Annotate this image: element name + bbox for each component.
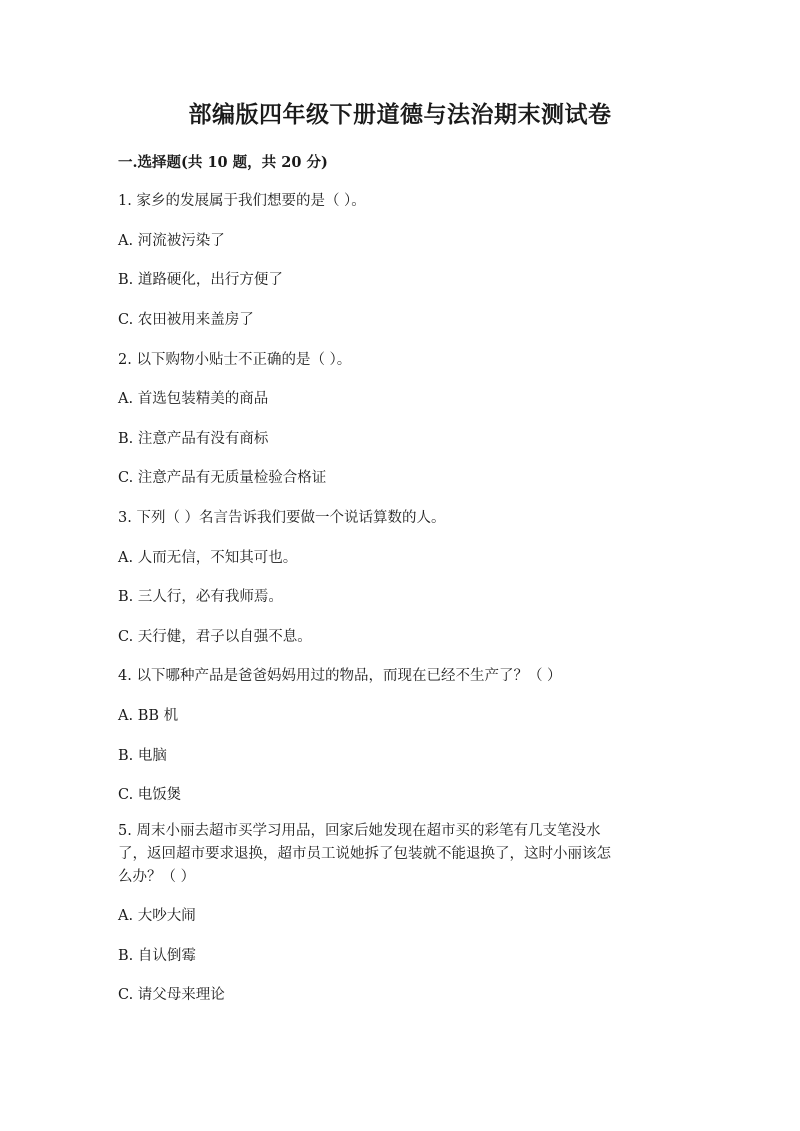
question-5-option-a: A. 大吵大闹	[118, 908, 196, 924]
question-1-option-a: A. 河流被污染了	[118, 233, 225, 249]
question-5-stem-line-1: 5. 周末小丽去超市买学习用品，回家后她发现在超市买的彩笔有几支笔没水	[118, 823, 601, 839]
question-4-stem: 4. 以下哪种产品是爸爸妈妈用过的物品，而现在已经不生产了？（ ）	[118, 668, 562, 684]
question-4-option-a: A. BB 机	[118, 708, 179, 724]
question-5-stem	[118, 820, 688, 889]
question-2-option-c: C. 注意产品有无质量检验合格证	[118, 470, 327, 486]
question-5-option-b: B. 自认倒霉	[118, 948, 196, 964]
question-5-option-c: C. 请父母来理论	[118, 987, 225, 1003]
question-3-option-b: B. 三人行，必有我师焉。	[118, 589, 283, 605]
question-3-option-c: C. 天行健，君子以自强不息。	[118, 629, 312, 645]
question-4-option-c: C. 电饭煲	[118, 787, 182, 803]
question-5-stem-line-3: 么办？（ ）	[118, 869, 196, 885]
question-5-stem-line-2: 了，返回超市要求退换，超市员工说她拆了包装就不能退换了，这时小丽该怎	[118, 846, 611, 862]
page-title: 部编版四年级下册道德与法治期末测试卷	[188, 101, 612, 128]
question-3-stem: 3. 下列（ ）名言告诉我们要做一个说话算数的人。	[118, 510, 446, 526]
question-1-option-b: B. 道路硬化，出行方便了	[118, 272, 283, 288]
question-3-option-a: A. 人而无信，不知其可也。	[118, 550, 298, 566]
question-2-stem: 2. 以下购物小贴士不正确的是（ ）。	[118, 352, 352, 368]
section-heading: 一.选择题(共 10 题，共 20 分)	[118, 154, 328, 171]
question-4-option-b: B. 电脑	[118, 748, 167, 764]
question-1-option-c: C. 农田被用来盖房了	[118, 312, 254, 328]
question-2-option-a: A. 首选包装精美的商品	[118, 391, 269, 407]
question-1-stem: 1. 家乡的发展属于我们想要的是（ ）。	[118, 193, 366, 209]
question-2-option-b: B. 注意产品有没有商标	[118, 431, 269, 447]
